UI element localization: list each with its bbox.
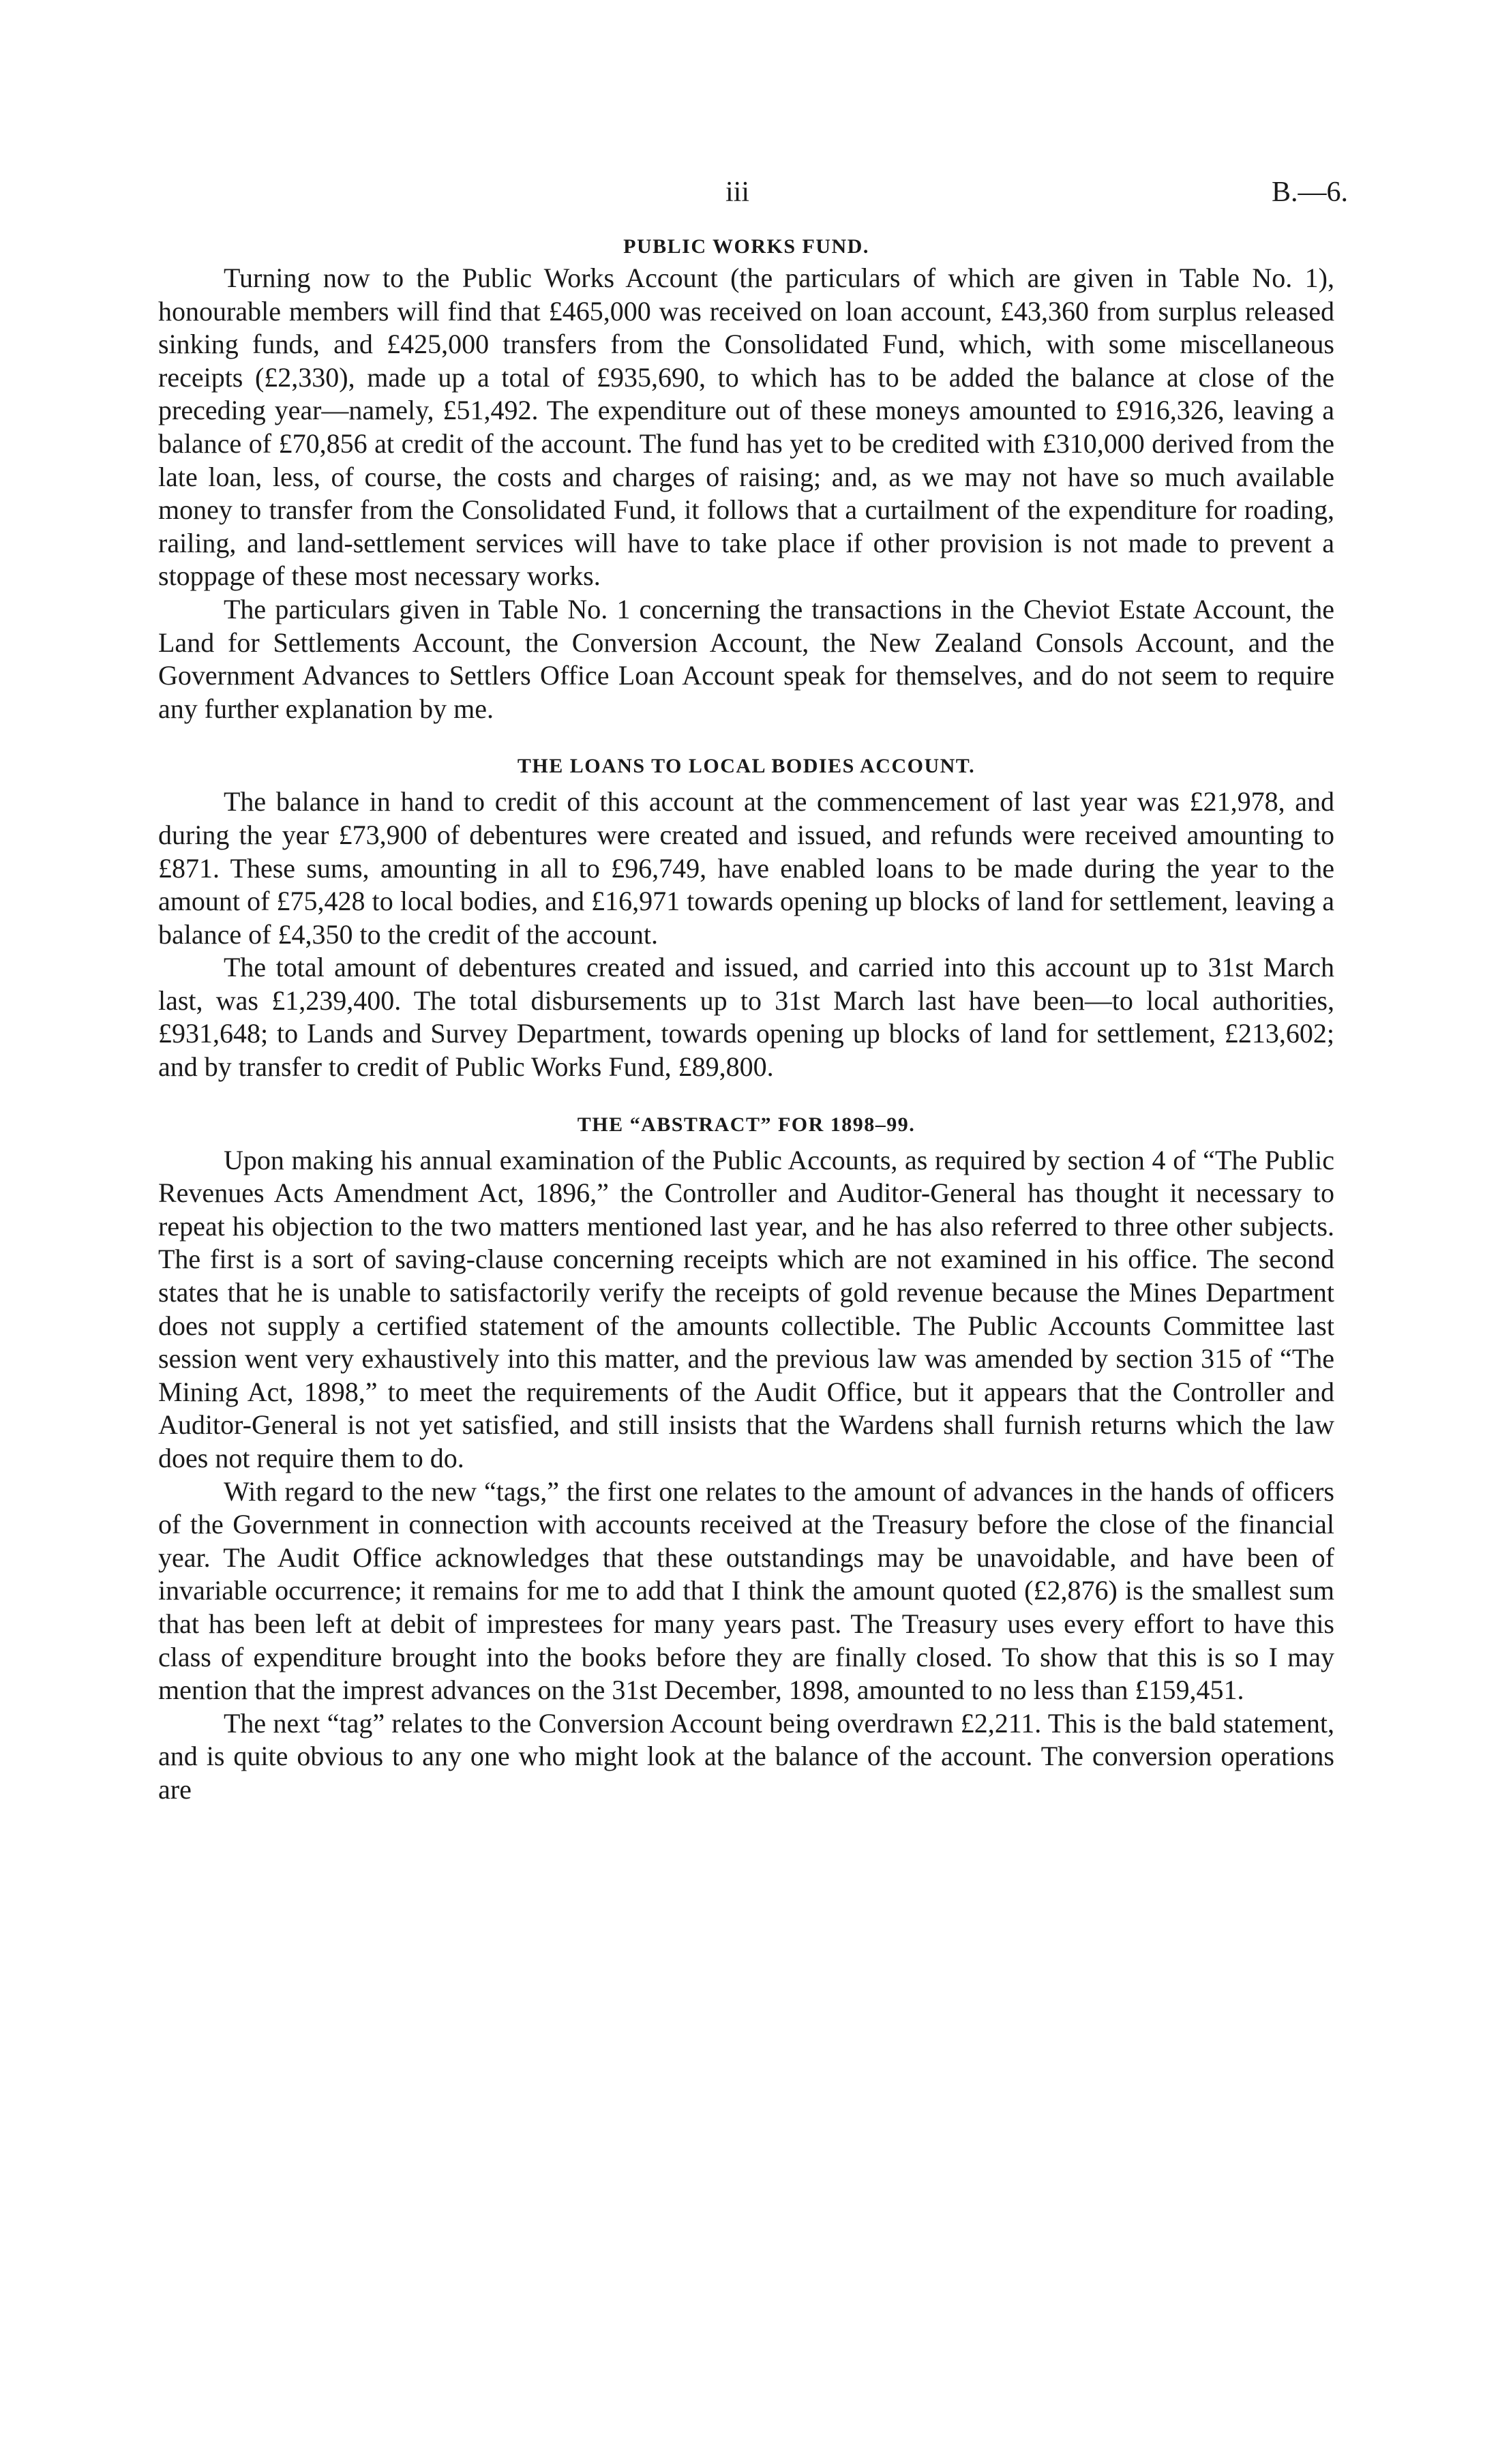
paragraph: Upon making his annual examination of the Public Accounts, as required by section 4 of “The Public Revenues Acts Amendment Act, 1896,” the Controller and Auditor-General has thought it necessary to repeat his objection to the two matters mentioned last year, and he has also referred to three other subjects. The first is a sort of saving-clause concerning receipts which are not examined in his office. The second states that he is unable to satisfactorily verify the receipts of gold revenue because the Mines Department does not supply a certified statement of the amounts collectible. The Public Accounts Committee last session went very exhaustively into this matter, and the previous law was amended by section 315 of “The Mining Act, 1898,” to meet the requirements of the Audit Office, but it appears that the Controller and Auditor-General is not yet satisfied, and still insists that the Wardens shall furnish returns which the law does not require them to do. (158, 1144, 1334, 1473)
section-heading: PUBLIC WORKS FUND. (623, 235, 869, 258)
page-body (158, 232, 1334, 1807)
paragraph: The particulars given in Table No. 1 concerning the transactions in the Cheviot Estate Account, the Land for Settlements Account, the Conversion Account, the New Zealand Consols Account, and the Government Advances to Settlers Office Loan Account speak for themselves, and do not seem to require any further explanation by me. (158, 593, 1334, 724)
section-abstract (158, 1110, 1334, 1807)
paragraph: Turning now to the Public Works Account (the particulars of which are given in Table No. 1), honourable members will find that £465,000 was received on loan account, £43,360 from surplus released sinking funds, and £425,000 transfers from the Consolidated Fund, which, with some miscellaneous receipts (£2,330), made up a total of £935,690, to which has to be added the balance at close of the preceding year—namely, £51,492. The expenditure out of these moneys amounted to £916,326, leaving a balance of £70,856 at credit of the account. The fund has yet to be credited with £310,000 derived from the late loan, less, of course, the costs and charges of raising; and, as we may not have so much available money to transfer from the Consolidated Fund, it follows that a curtailment of the expenditure for roading, railing, and land-settlement services will have to take place if other provision is not made to prevent a stoppage of these most necessary works. (158, 262, 1334, 592)
document-reference: B.—6. (1271, 177, 1348, 208)
page-number: iii (725, 177, 750, 208)
paragraph: With regard to the new “tags,” the first one relates to the amount of advances in the hands of officers of the Government in connection with accounts received at the Treasury before the close of the financial year. The Audit Office acknowledges that these outstandings may be unavoidable, and have been of invariable occurrence; it remains for me to add that I think the amount quoted (£2,876) is the smallest sum that has been left at debit of imprestees for many years past. The Treasury uses every effort to have this class of expenditure brought into the books before they are finally closed. To show that this is so I may mention that the imprest advances on the 31st December, 1898, amounted to no less than £159,451. (158, 1475, 1334, 1706)
section-loans-to-local-bodies (158, 751, 1334, 1083)
paragraph: The total amount of debentures created and issued, and carried into this account up to 31st March last, was £1,239,400. The total disbursements up to 31st March last have been—to local authorities, £931,648; to Lands and Survey Department, towards opening up blocks of land for settlement, £213,602; and by transfer to credit of Public Works Fund, £89,800. (158, 952, 1334, 1083)
paragraph: The next “tag” relates to the Conversion Account being overdrawn £2,211. This is the bald statement, and is quite obvious to any one who might look at the balance of the account. The conversion operations are (158, 1707, 1334, 1805)
page-header (0, 176, 1498, 217)
section-public-works-fund (158, 232, 1334, 725)
section-heading: THE “ABSTRACT” FOR 1898–99. (577, 1113, 916, 1136)
section-heading: THE LOANS TO LOCAL BODIES ACCOUNT. (517, 755, 976, 778)
paragraph: The balance in hand to credit of this account at the commencement of last year was £21,978, and during the year £73,900 of debentures were created and issued, and refunds were received amounting to £871. These sums, amounting in all to £96,749, have enabled loans to be made during the year to the amount of £75,428 to local bodies, and £16,971 towards opening up blocks of land for settlement, leaving a balance of £4,350 to the credit of the account. (158, 786, 1334, 950)
